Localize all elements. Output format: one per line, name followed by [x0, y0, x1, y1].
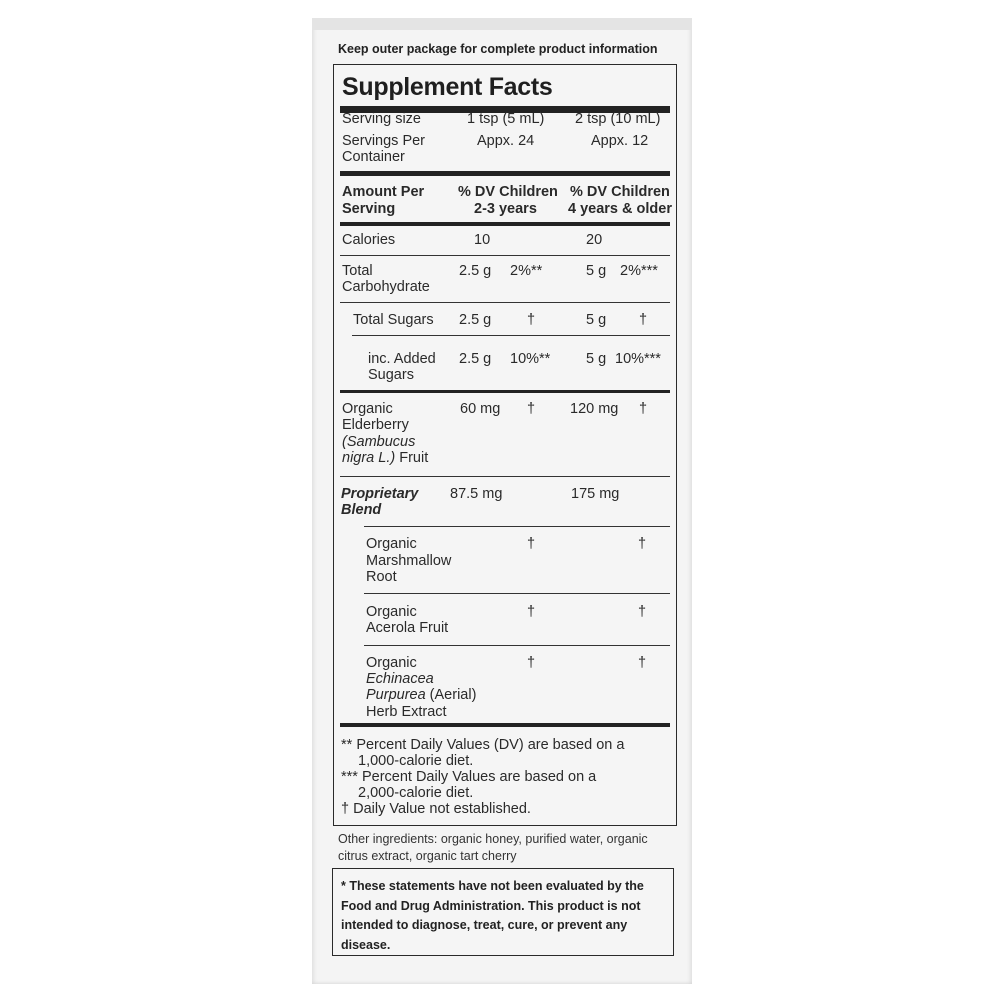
serving-size-col1: 1 tsp (5 mL): [467, 111, 545, 127]
divider: [364, 645, 670, 646]
blend-label-1: Proprietary: [341, 486, 419, 502]
supplement-facts-panel: [333, 64, 677, 826]
elderberry-dv-col2: †: [639, 401, 648, 417]
acerola-dv-col2: †: [638, 604, 647, 620]
elderberry-label-1: Organic: [342, 401, 393, 417]
divider: [340, 302, 670, 303]
marshmallow-label-3: Root: [366, 569, 397, 585]
amount-per-label-2: Serving: [342, 201, 396, 217]
divider: [340, 723, 670, 727]
divider: [364, 593, 670, 594]
acerola-dv-col1: †: [527, 604, 536, 620]
elderberry-amount-col2: 120 mg: [570, 401, 619, 417]
divider: [340, 390, 670, 393]
elderberry-label-4: [342, 450, 428, 467]
acerola-label-2: Acerola Fruit: [366, 620, 449, 636]
sugars-amount-col2: 5 g: [586, 312, 607, 328]
carb-label-1: Total: [342, 263, 373, 279]
other-ingredients: Other ingredients: organic honey, purified water, organic citrus extract, organic tart cherry: [338, 832, 648, 863]
divider: [352, 335, 670, 336]
echinacea-dv-col1: †: [527, 655, 536, 671]
divider: [340, 171, 670, 176]
footnote-1-line-2: 1,000-calorie diet.: [358, 753, 474, 769]
calories-col1: 10: [474, 232, 491, 248]
carb-dv-col1: 2%**: [510, 263, 543, 279]
dv-children-4-plus-label-2: 4 years & older: [568, 201, 672, 217]
dv-children-2-3-label-2: 2-3 years: [474, 201, 537, 217]
servings-per-col1: Appx. 24: [477, 133, 535, 149]
divider: [340, 476, 670, 477]
elderberry-amount-col1: 60 mg: [460, 401, 501, 417]
dv-children-4-plus-label-1: % DV Children: [570, 184, 670, 200]
footnote-3: † Daily Value not established.: [341, 801, 531, 817]
carb-amount-col2: 5 g: [586, 263, 607, 279]
header-note: Keep outer package for complete product information: [338, 42, 658, 56]
blend-amount-col2: 175 mg: [571, 486, 620, 502]
acerola-label-1: Organic: [366, 604, 417, 620]
elderberry-fruit: Fruit: [395, 450, 429, 466]
echinacea-label-2: Echinacea: [366, 671, 434, 687]
added-sugars-label-1: inc. Added: [368, 351, 436, 367]
sugars-amount-col1: 2.5 g: [459, 312, 492, 328]
servings-per-col2: Appx. 12: [591, 133, 649, 149]
echinacea-dv-col2: †: [638, 655, 647, 671]
added-sugars-amount-col1: 2.5 g: [459, 351, 492, 367]
package-top-flap: [312, 18, 692, 30]
marshmallow-label-2: Marshmallow: [366, 553, 452, 569]
carb-dv-col2: 2%***: [620, 263, 658, 279]
divider: [340, 255, 670, 256]
elderberry-label-2: Elderberry: [342, 417, 409, 433]
amount-per-label-1: Amount Per: [342, 184, 425, 200]
calories-label: Calories: [342, 232, 396, 248]
elderberry-latin: nigra L.): [342, 450, 396, 466]
elderberry-dv-col1: †: [527, 401, 536, 417]
elderberry-label-3: (Sambucus: [342, 434, 416, 450]
added-sugars-dv-col2: 10%***: [615, 351, 661, 367]
echinacea-aerial: (Aerial): [425, 687, 477, 703]
added-sugars-label-2: Sugars: [368, 367, 414, 383]
servings-per-label-2: Container: [342, 149, 405, 165]
added-sugars-dv-col1: 10%**: [510, 351, 551, 367]
servings-per-label-1: Servings Per: [342, 133, 426, 149]
serving-size-col2: 2 tsp (10 mL): [575, 111, 661, 127]
echinacea-label-4: Herb Extract: [366, 704, 447, 720]
footnote-1-line-1: ** Percent Daily Values (DV) are based on a: [341, 737, 625, 753]
marshmallow-dv-col1: †: [527, 536, 536, 552]
echinacea-label-1: Organic: [366, 655, 417, 671]
blend-amount-col1: 87.5 mg: [450, 486, 503, 502]
sugars-dv-col1: †: [527, 312, 536, 328]
fda-disclaimer: * These statements have not been evaluated by the Food and Drug Administration. This product is not intended to diagnose, treat, cure, or prevent any disease.: [332, 868, 674, 956]
blend-label-2: Blend: [341, 502, 382, 518]
footnote-2-line-2: 2,000-calorie diet.: [358, 785, 474, 801]
divider: [340, 222, 670, 226]
echinacea-label-3: [366, 687, 476, 704]
footnote-2-line-1: *** Percent Daily Values are based on a: [341, 769, 597, 785]
serving-size-label: Serving size: [342, 111, 421, 127]
calories-col2: 20: [586, 232, 603, 248]
carb-label-2: Carbohydrate: [342, 279, 430, 295]
dv-children-2-3-label-1: % DV Children: [458, 184, 558, 200]
carb-amount-col1: 2.5 g: [459, 263, 492, 279]
marshmallow-label-1: Organic: [366, 536, 417, 552]
sugars-dv-col2: †: [639, 312, 648, 328]
echinacea-latin: Purpurea: [366, 687, 426, 703]
added-sugars-amount-col2: 5 g: [586, 351, 607, 367]
divider: [364, 526, 670, 527]
facts-title: Supplement Facts: [342, 73, 553, 101]
sugars-label: Total Sugars: [353, 312, 434, 328]
marshmallow-dv-col2: †: [638, 536, 647, 552]
